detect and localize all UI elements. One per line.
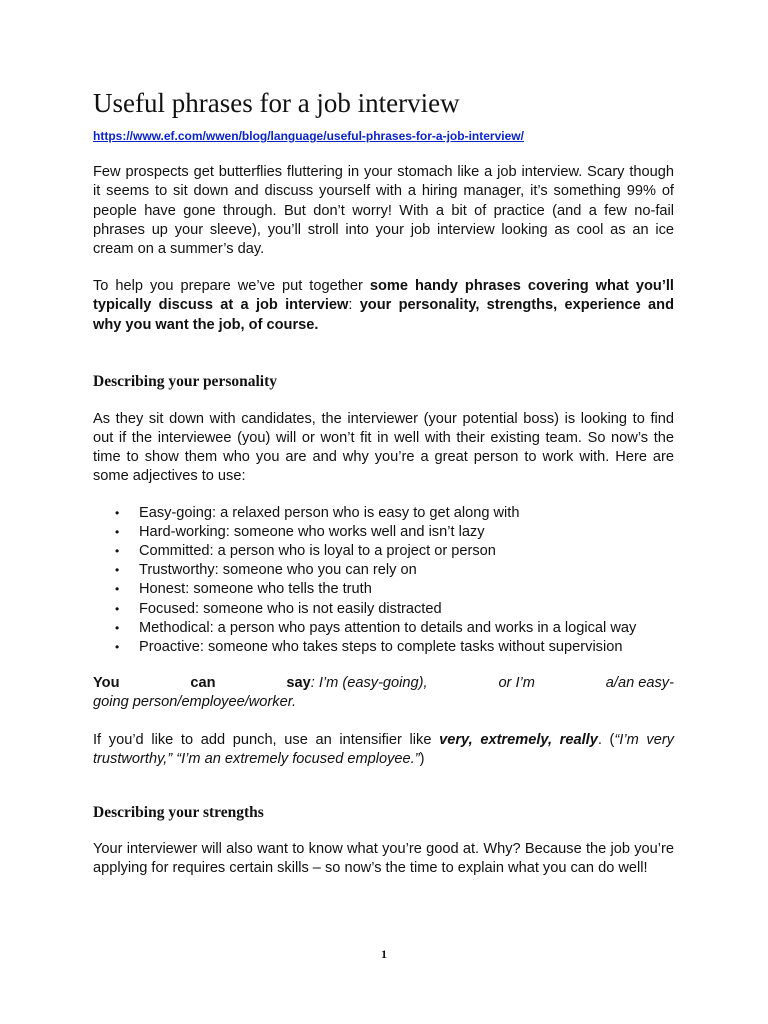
document-title: Useful phrases for a job interview [93, 88, 460, 118]
punch-end: ) [419, 750, 425, 767]
say-word-can: can [190, 675, 216, 692]
strengths-paragraph: Your interviewer will also want to know what you’re good at. Why? Because the job you’re applying for requires certain skills – so now’s the time to explain what you can do well! [93, 841, 674, 877]
punch-intensifiers: very, extremely, really [439, 731, 598, 748]
you-can-say-paragraph [93, 674, 674, 712]
page-content [93, 86, 674, 878]
say-example-1: I’m (easy-going), [318, 675, 428, 692]
list-item: • Hard-working: someone who works well and isn’t lazy [139, 523, 674, 542]
list-item: • Methodical: a person who pays attention to details and works in a logical way [139, 619, 674, 638]
intro-paragraph: Few prospects get butterflies fluttering in your stomach like a job interview. Scary though it seems to sit down and discuss yourself with a hiring manager, it’s something 99% of people have gone through. But don’t worry! With a bit of practice (and a few no-fail phrases up your sleeve), you’ll stroll into your job interview looking as cool as an ice cream on a summer’s day. [93, 164, 674, 258]
say-word-you: You [93, 675, 120, 692]
list-item: • Committed: a person who is loyal to a project or person [139, 542, 674, 561]
prep-bold-list: your personality, strengths, experience and why you want the job, of course. [93, 297, 674, 333]
say-example-2-cont: going person/employee/worker. [93, 694, 297, 711]
say-example-2: a/an easy- [605, 675, 674, 692]
say-colon: : [310, 675, 315, 692]
say-word-say: say [286, 675, 311, 692]
say-example-or: or I’m [498, 675, 535, 692]
prep-bold-topics: some handy phrases covering what you’ll typically discuss at a job interview [93, 278, 674, 314]
say-word-say-group [286, 674, 427, 693]
heading-strengths: Describing your strengths [93, 804, 264, 822]
personality-paragraph: As they sit down with candidates, the interviewer (your potential boss) is looking to find out if the interviewee (you) will or won’t fit in well with their existing team. So now’s the time to show them who you are and why you’re a great person to work with. Here are some adjectives to use: [93, 410, 674, 485]
heading-personality: Describing your personality [93, 372, 277, 390]
punch-lead: If you’d like to add punch, use an intensifier like [93, 731, 440, 748]
punch-paragraph [93, 731, 674, 769]
adjective-list [93, 504, 674, 658]
punch-mid: . ( [597, 731, 615, 748]
list-item: • Honest: someone who tells the truth [139, 580, 674, 599]
prep-paragraph [93, 277, 674, 335]
list-item: • Trustworthy: someone who you can rely on [139, 561, 674, 580]
prep-separator: : [348, 297, 360, 314]
list-item: • Easy-going: a relaxed person who is easy to get along with [139, 504, 674, 523]
list-item: • Focused: someone who is not easily distracted [139, 600, 674, 619]
list-item: • Proactive: someone who takes steps to complete tasks without supervision [139, 638, 674, 657]
punch-example: “I’m very trustworthy,” “I’m an extremely focused employee.” [93, 731, 674, 767]
source-link[interactable]: https://www.ef.com/wwen/blog/language/useful-phrases-for-a-job-interview/ [93, 129, 524, 143]
you-can-say-line [93, 674, 674, 693]
prep-lead: To help you prepare we’ve put together [93, 278, 370, 295]
page-number: 1 [381, 947, 387, 961]
you-can-say-line-2 [93, 693, 674, 712]
